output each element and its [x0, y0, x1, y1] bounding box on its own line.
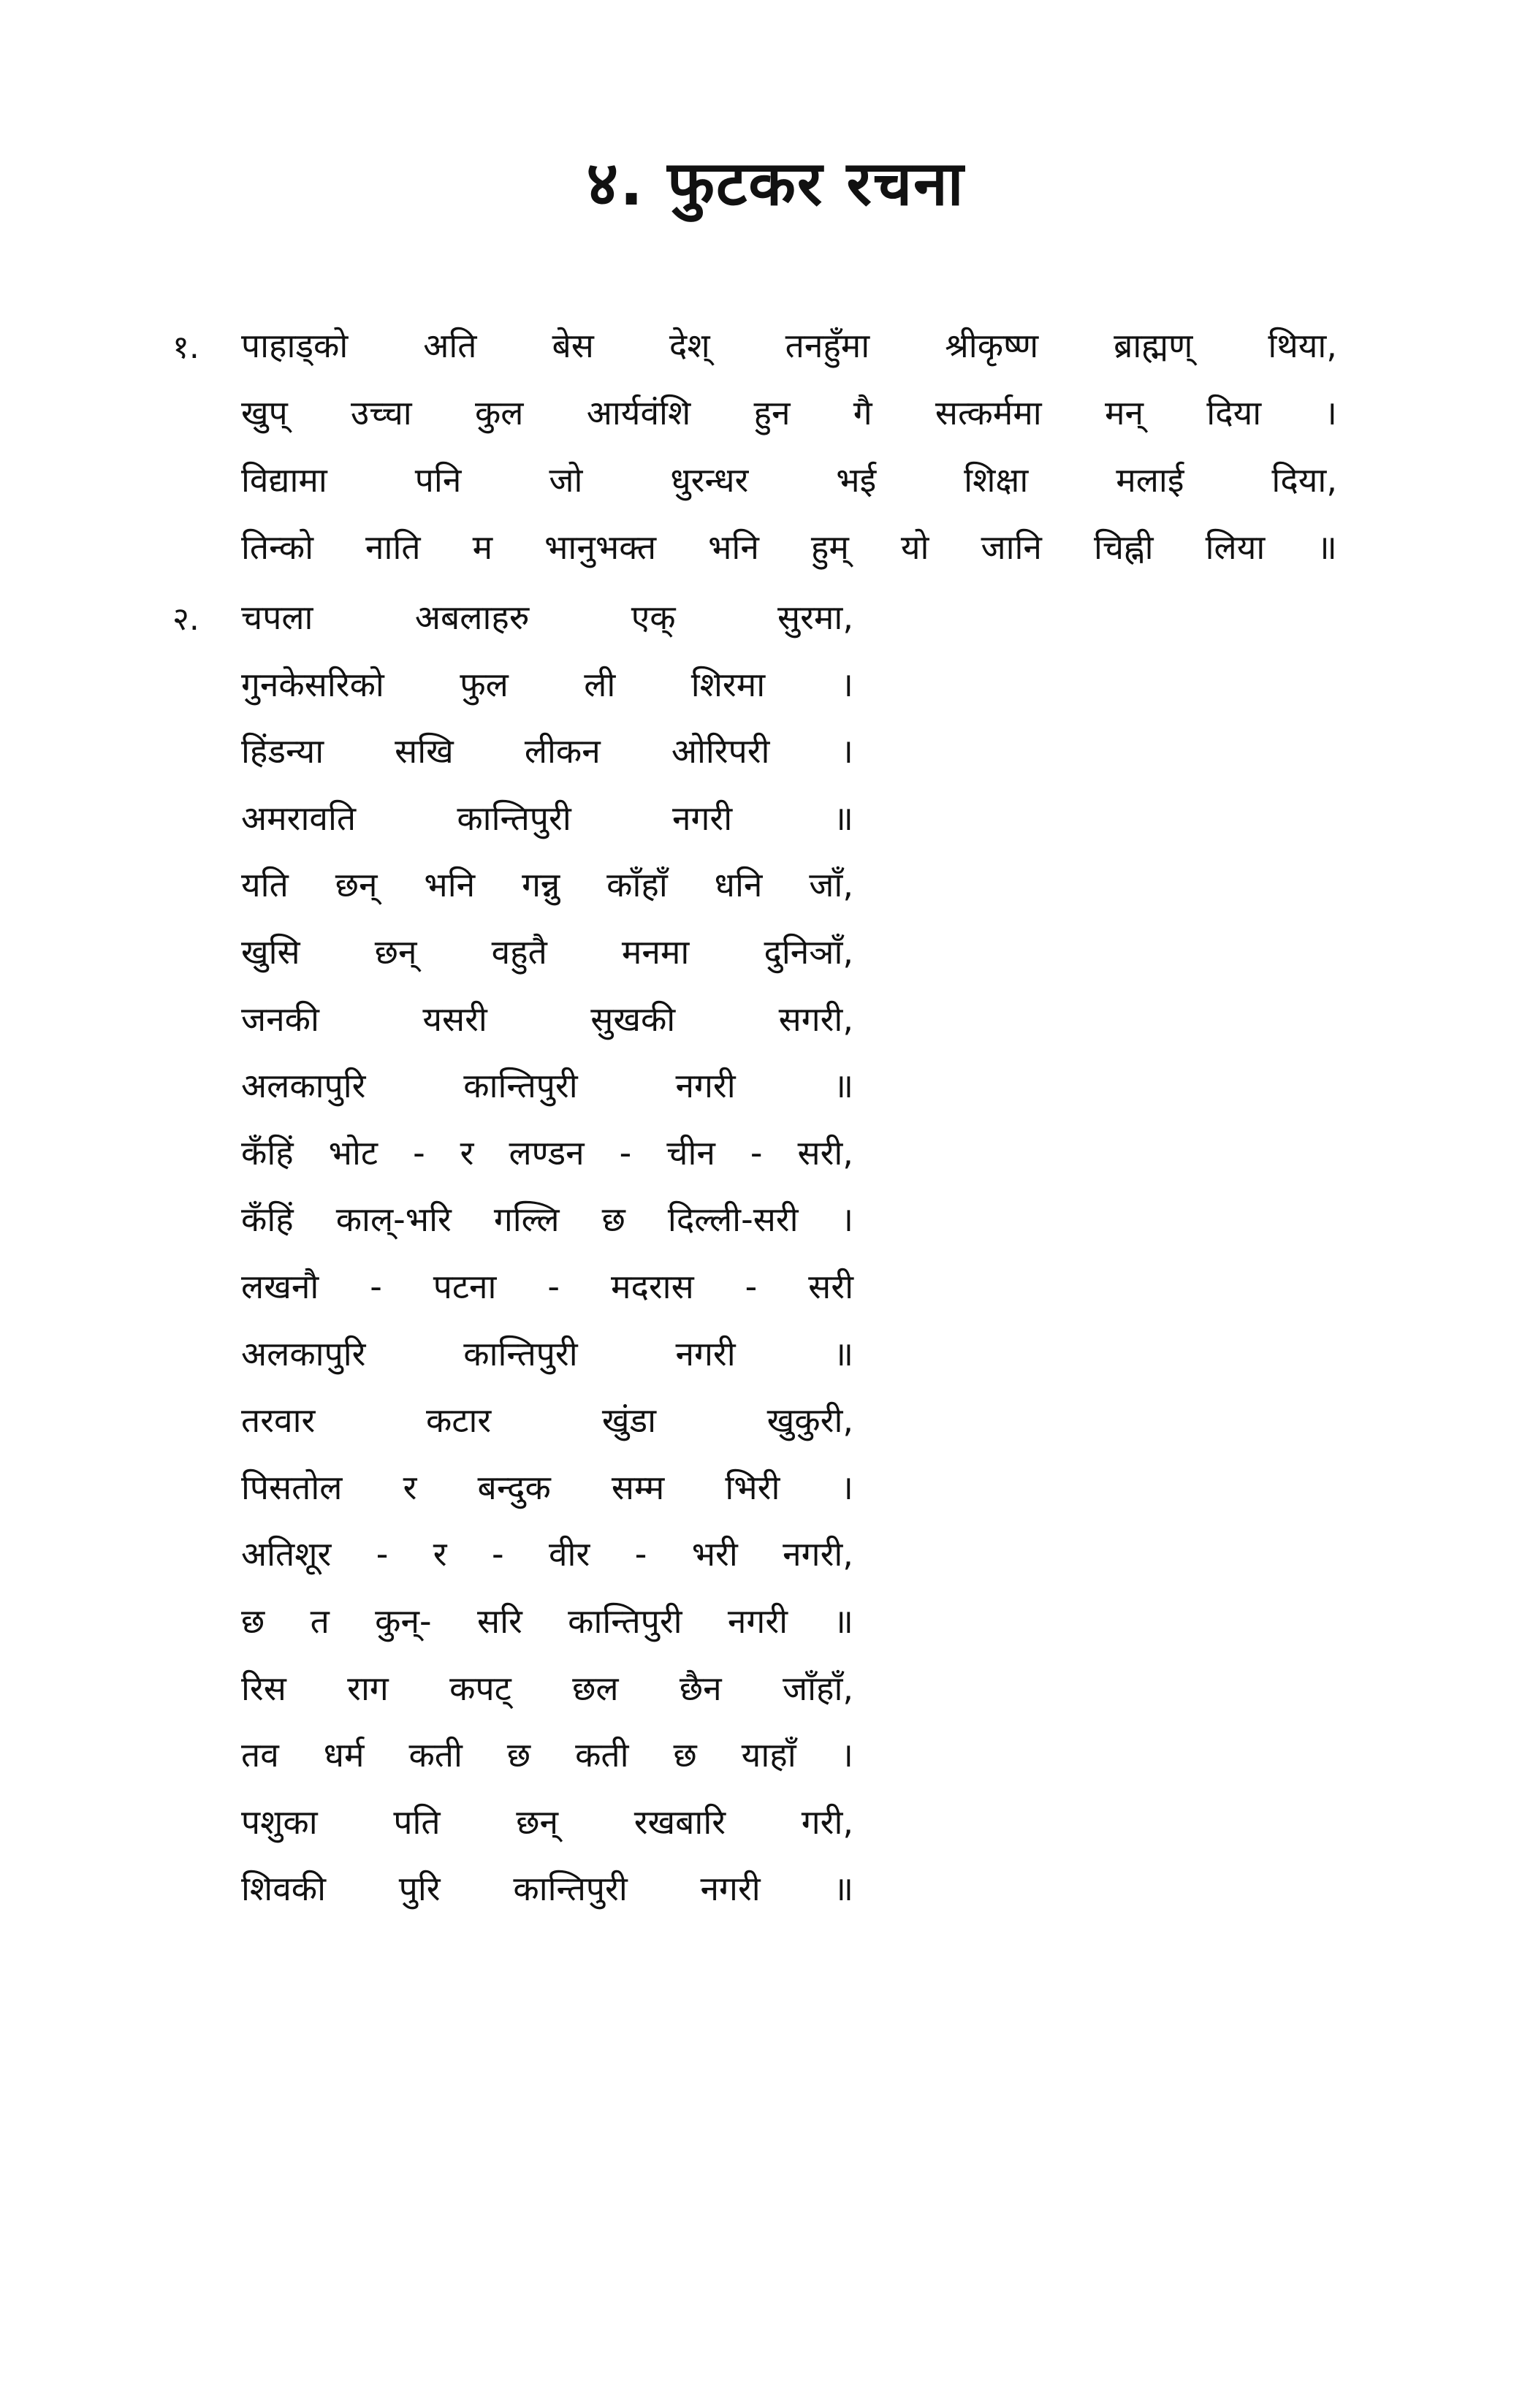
verse-word: ली — [584, 665, 616, 704]
verse-word: भानुभक्त — [544, 527, 657, 567]
verse-word: कती — [408, 1735, 463, 1775]
verse-word: ॥ — [833, 1601, 853, 1641]
verse-word: ॥ — [833, 1869, 853, 1908]
verse-line — [241, 932, 853, 972]
verse-word: कान्तिपुरी — [568, 1601, 682, 1641]
verse-word: बेस — [552, 326, 594, 365]
verse-word: अमरावति — [241, 799, 357, 838]
verse-word: काँहाँ — [606, 865, 668, 904]
verse-word: ॥ — [833, 1066, 853, 1105]
verse-word: छ — [506, 1735, 531, 1775]
verse-word: कँहिं — [241, 1200, 294, 1239]
verse-word: कुल — [474, 393, 524, 433]
verse-line — [241, 460, 1337, 500]
verse-word: र — [433, 1534, 447, 1574]
verse-word: जाँ, — [809, 865, 853, 904]
verse-word: र — [460, 1133, 474, 1173]
verse-word: सुखकी — [590, 999, 676, 1039]
verse-word: आर्यवंशि — [586, 393, 691, 433]
verse-word: ओरिपरी — [671, 731, 770, 771]
verse-line — [241, 1601, 853, 1641]
verse-word: - — [634, 1534, 647, 1574]
verse-word: यो — [900, 527, 929, 567]
verse-word: छ — [673, 1735, 697, 1775]
verse-word: भरी — [691, 1534, 738, 1574]
verse-word: कती — [575, 1735, 629, 1775]
verse-word: मनमा — [621, 932, 690, 972]
verse-word: दुनिञाँ, — [764, 932, 853, 972]
verse-word: गरी, — [801, 1802, 853, 1842]
verse-line — [241, 598, 853, 637]
verse-line — [241, 1669, 853, 1708]
verse-word: खुकुरी, — [766, 1401, 853, 1440]
verse-word: उच्चा — [351, 393, 412, 433]
verse-word: काल्-भरि — [335, 1200, 452, 1239]
verse-word: धनि — [714, 865, 763, 904]
verse-line — [241, 1200, 853, 1239]
verse-word: कँहिं — [241, 1133, 294, 1173]
verse-word: यति — [241, 865, 289, 904]
verse-word: - — [619, 1133, 632, 1173]
verse-word: मन् — [1104, 393, 1144, 433]
verse-word: त — [310, 1601, 330, 1641]
verse-word: तनहुँमा — [785, 326, 870, 365]
verse-word: - — [547, 1267, 560, 1306]
verse-word: । — [1324, 393, 1337, 433]
verse-word: चिह्नी — [1093, 527, 1154, 567]
verse-word: देश् — [669, 326, 710, 365]
verse-line — [241, 1468, 853, 1507]
verse-word: भई — [836, 460, 877, 500]
verse-word: यसरी — [422, 999, 487, 1039]
verse-line — [241, 1735, 853, 1775]
verse-word: भिरी — [725, 1468, 780, 1507]
verse-word: नगरी, — [783, 1534, 853, 1574]
verse-line — [241, 665, 853, 704]
verse-word: अबलाहरु — [414, 598, 530, 637]
verse-word: पनि — [414, 460, 462, 500]
verse-word: वहुतै — [491, 932, 547, 972]
verse-word: राग — [347, 1669, 389, 1708]
verse-word: तरवार — [241, 1401, 316, 1440]
verse-line — [241, 1869, 853, 1908]
verse-word: । — [840, 665, 853, 704]
verse-line — [241, 1133, 853, 1173]
verse-line — [241, 1401, 853, 1440]
verse-line — [241, 1334, 853, 1373]
verse-word: जो — [549, 460, 583, 500]
verse-word: पाहाड्को — [241, 326, 349, 365]
verse-word: कपट् — [449, 1669, 511, 1708]
verse-word: खुंडा — [601, 1401, 657, 1440]
verse-line — [241, 799, 853, 838]
verse-word: नगरी — [672, 799, 733, 838]
verse-word: - — [491, 1534, 504, 1574]
verse-word: याहाँ — [741, 1735, 796, 1775]
verse-word: सम्म — [611, 1468, 665, 1507]
verse-word: थिया, — [1268, 326, 1337, 365]
verse-word: गन्नु — [522, 865, 560, 904]
verse-word: पिसतोल — [241, 1468, 343, 1507]
verse-word: पटना — [433, 1267, 497, 1306]
verse-word: लिया — [1205, 527, 1266, 567]
verse-word: कुन्- — [375, 1601, 432, 1641]
verse-word: ब्राह्मण् — [1114, 326, 1193, 365]
verse-word: रखबारि — [633, 1802, 726, 1842]
verse-word: सखि — [395, 731, 454, 771]
verse-word: वीर — [548, 1534, 590, 1574]
verse-word: कान्तिपुरी — [513, 1869, 628, 1908]
verse-word: बन्दुक — [477, 1468, 551, 1507]
verse-word: सरी — [808, 1267, 853, 1306]
verse-word: फुल — [460, 665, 509, 704]
verse-word: सरि — [476, 1601, 522, 1641]
verse-word: ॥ — [833, 799, 853, 838]
verse-word: पुरि — [398, 1869, 441, 1908]
verse-word: छ — [241, 1601, 265, 1641]
verse-word: जानि — [981, 527, 1042, 567]
verse-word: दिल्ली-सरी — [667, 1200, 799, 1239]
verse-word: खुसि — [241, 932, 300, 972]
verse-word: जाँहाँ, — [782, 1669, 853, 1708]
verse-word: छल — [572, 1669, 619, 1708]
verse-line — [241, 731, 853, 771]
verse-word: हुम् — [810, 527, 849, 567]
verse-word: भोट — [328, 1133, 378, 1173]
verse-word: - — [750, 1133, 763, 1173]
verse-word: अतिशूर — [241, 1534, 332, 1574]
verse-word: कान्तिपुरी — [463, 1334, 578, 1373]
verse-word: नाति — [365, 527, 421, 567]
verse-word: शिवकी — [241, 1869, 327, 1908]
verse-word: कान्तिपुरी — [457, 799, 571, 838]
verse-word: तिन्को — [241, 527, 313, 567]
verse-word: श्रीकृष्ण — [945, 326, 1039, 365]
verse-word: मलाई — [1116, 460, 1184, 500]
verse-word: अलकापुरि — [241, 1334, 366, 1373]
verse-word: शिक्षा — [964, 460, 1029, 500]
verse-word: छन् — [335, 865, 378, 904]
verse-word: गुनकेसरिको — [241, 665, 384, 704]
verse-word: रिस — [241, 1669, 286, 1708]
verse-word: नगरी — [727, 1601, 788, 1641]
verse-word: भनि — [708, 527, 759, 567]
verse-word: सरी, — [797, 1133, 853, 1173]
verse-line — [241, 1802, 853, 1842]
verse-word: । — [840, 1200, 853, 1239]
verse-word: । — [840, 1468, 853, 1507]
verse-word: सगरी, — [778, 999, 853, 1039]
verse-word: अलकापुरि — [241, 1066, 366, 1105]
verse-word: सत्कर्ममा — [935, 393, 1042, 433]
verse-word: तव — [241, 1735, 279, 1775]
verse-word: खुप् — [241, 393, 288, 433]
verse-word: ॥ — [1317, 527, 1337, 567]
verse-word: एक् — [631, 598, 676, 637]
verse-word: दिया — [1206, 393, 1262, 433]
verse-word: दिया, — [1271, 460, 1337, 500]
verse-word: भनि — [424, 865, 476, 904]
verse-line — [241, 1534, 853, 1574]
verse-word: विद्यामा — [241, 460, 327, 500]
verse-word: नगरी — [675, 1334, 736, 1373]
verse-word: जनकी — [241, 999, 319, 1039]
verse-word: गल्लि — [493, 1200, 560, 1239]
verse-word: शिरमा — [690, 665, 766, 704]
verse-word: नगरी — [675, 1066, 736, 1105]
verse-line — [241, 865, 853, 904]
verse-word: । — [840, 731, 853, 771]
page-title: ४. फुटकर रचना — [586, 148, 965, 219]
verse-word: चपला — [241, 598, 313, 637]
verse-word: लखनौ — [241, 1267, 319, 1306]
verse-word: पशुका — [241, 1802, 318, 1842]
verse-word: मदरास — [610, 1267, 694, 1306]
verse-line — [241, 999, 853, 1039]
stanza-number: १. — [172, 329, 199, 366]
stanza-number: २. — [172, 601, 199, 638]
verse-word: छन् — [374, 932, 417, 972]
verse-word: अति — [423, 326, 477, 365]
verse-word: ॥ — [833, 1334, 853, 1373]
verse-word: छैन — [679, 1669, 722, 1708]
verse-word: कटार — [425, 1401, 492, 1440]
verse-word: पति — [393, 1802, 441, 1842]
verse-word: कान्तिपुरी — [463, 1066, 578, 1105]
verse-word: धर्म — [323, 1735, 365, 1775]
verse-line — [241, 1066, 853, 1105]
verse-word: सुरमा, — [777, 598, 853, 637]
verse-word: र — [403, 1468, 417, 1507]
verse-word: छन् — [516, 1802, 559, 1842]
verse-word: । — [840, 1735, 853, 1775]
verse-word: - — [745, 1267, 758, 1306]
verse-word: - — [376, 1534, 389, 1574]
verse-word: नगरी — [700, 1869, 761, 1908]
verse-word: चीन — [666, 1133, 715, 1173]
verse-line — [241, 393, 1337, 433]
verse-word: गै — [853, 393, 872, 433]
verse-word: म — [472, 527, 493, 567]
verse-line — [241, 527, 1337, 567]
verse-word: हुन — [753, 393, 791, 433]
verse-word: हिंडन्या — [241, 731, 324, 771]
verse-word: धुरन्धर — [670, 460, 749, 500]
verse-word: लीकन — [524, 731, 601, 771]
verse-line — [241, 326, 1337, 365]
verse-word: - — [370, 1267, 382, 1306]
verse-word: छ — [601, 1200, 625, 1239]
verse-line — [241, 1267, 853, 1306]
verse-word: - — [413, 1133, 425, 1173]
verse-word: लण्डन — [509, 1133, 585, 1173]
